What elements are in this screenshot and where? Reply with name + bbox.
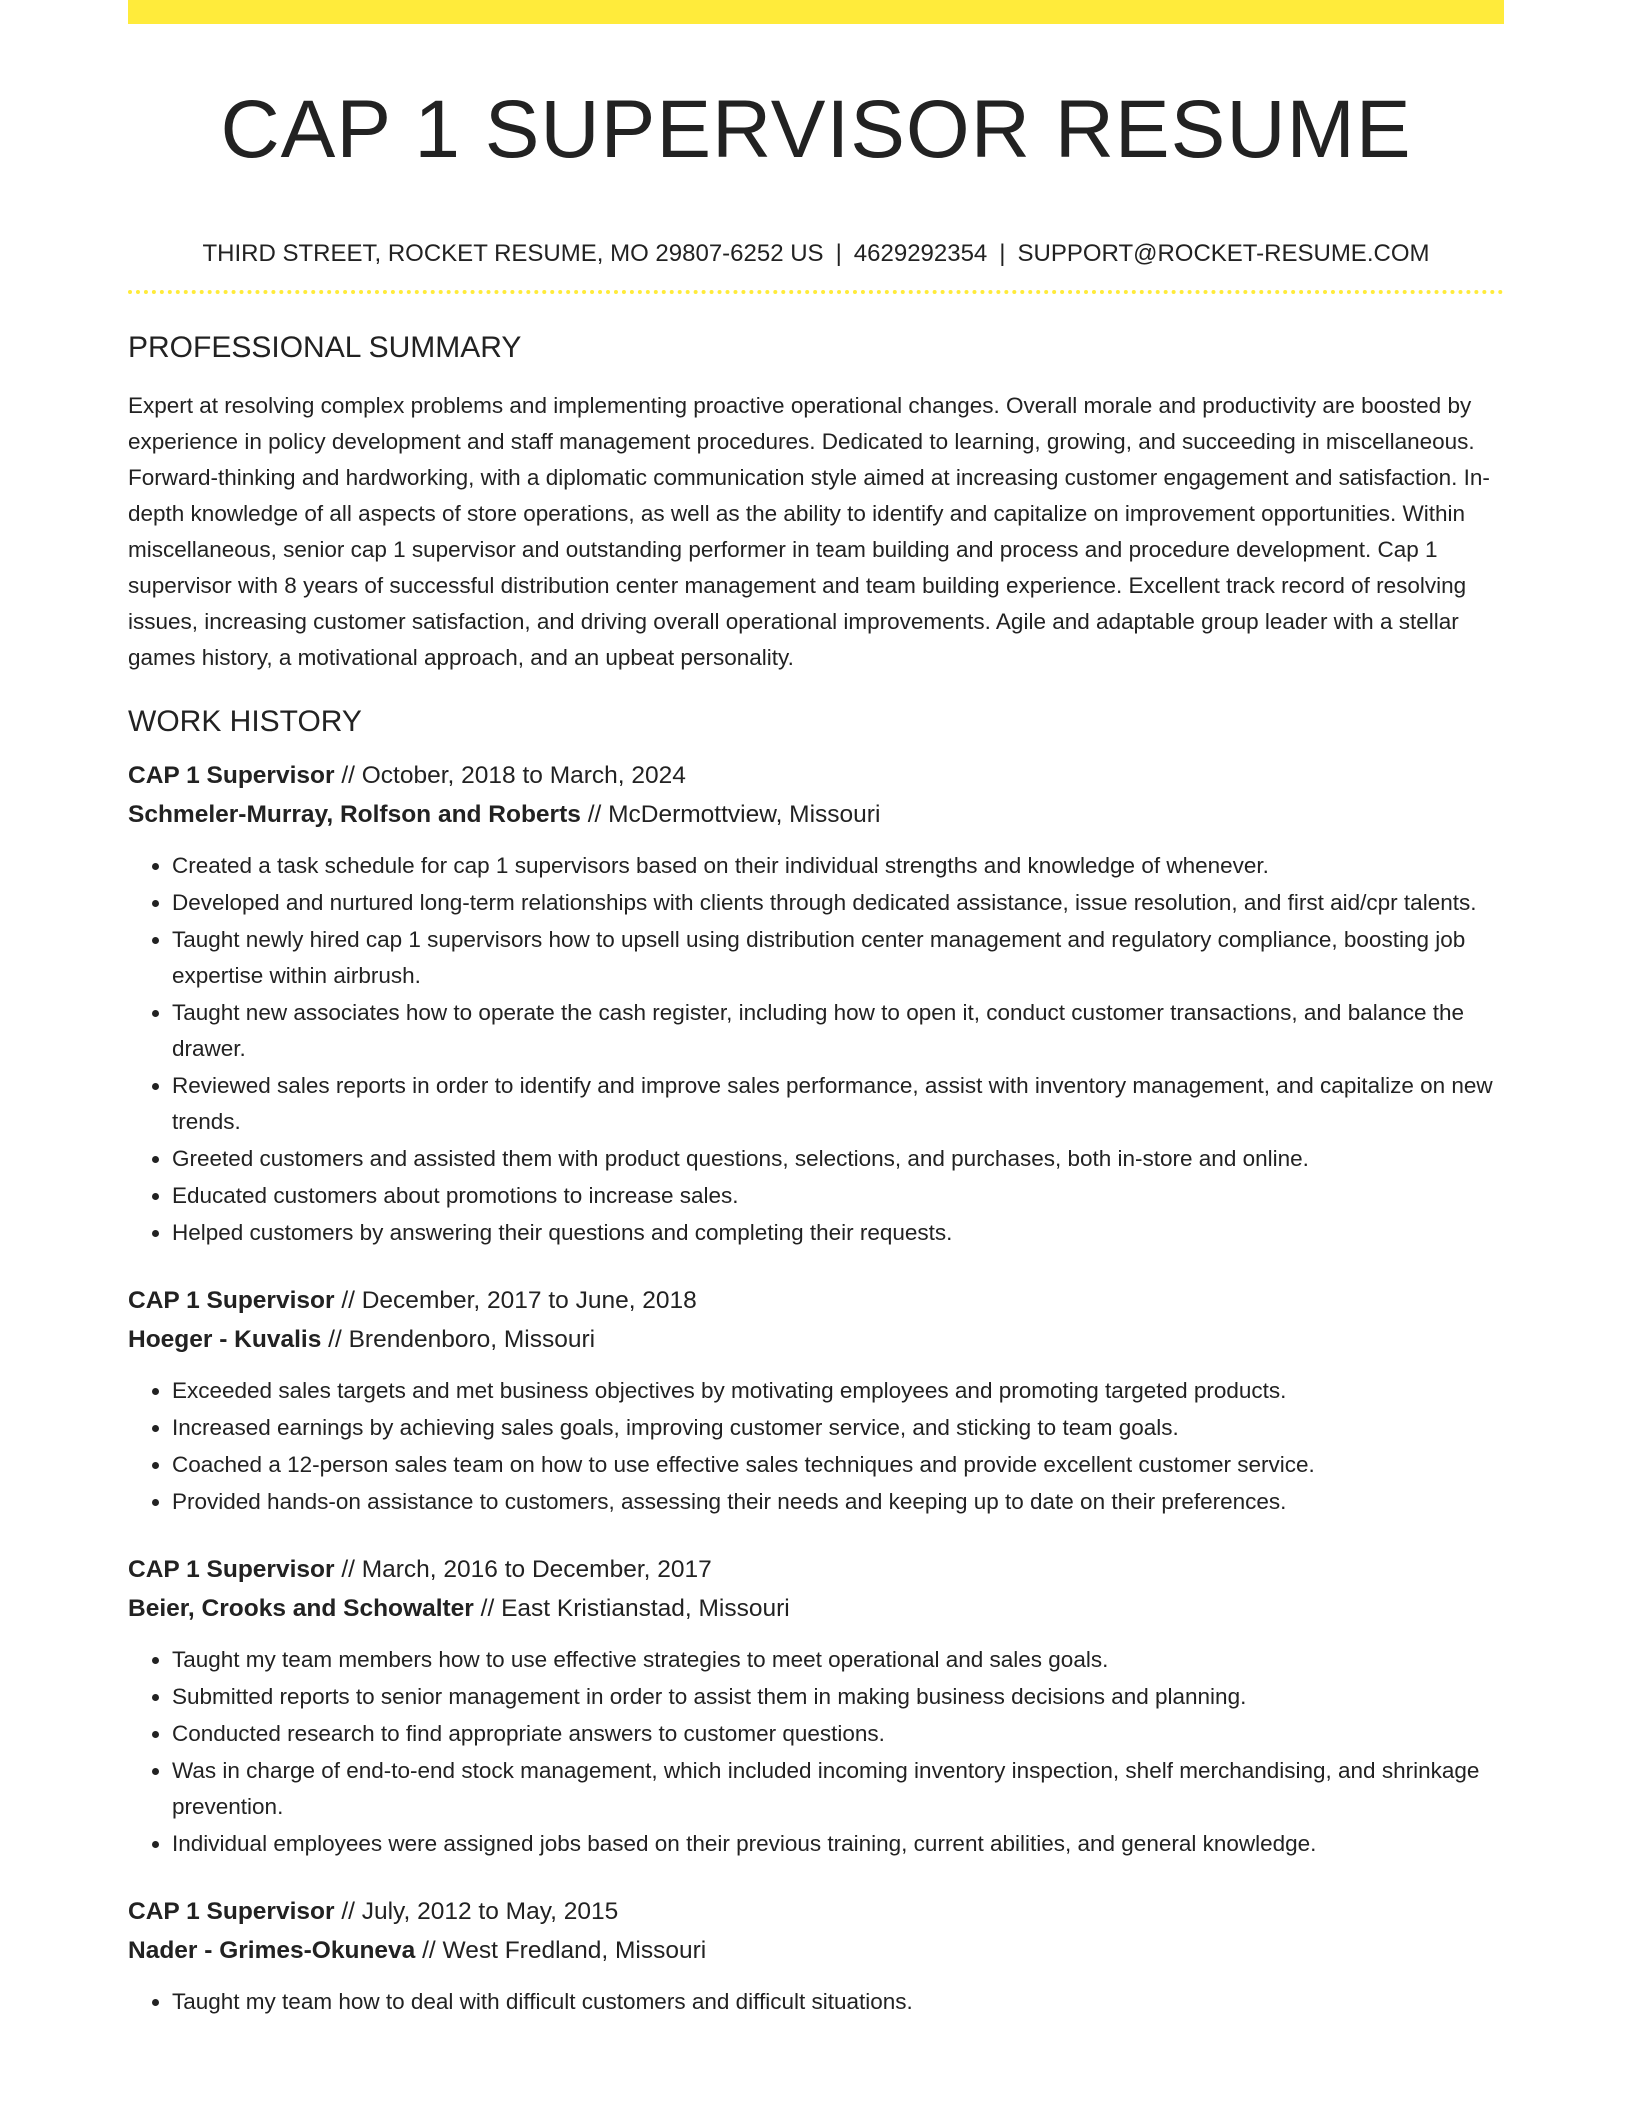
summary-text: Expert at resolving complex problems and implementing proactive operational changes. Overall morale and productivity are boosted by experience in policy development and staff management procedures. Dedicated to learning, growing, and succeeding in miscellaneous. Forward-thinking and hardworking, with a diplomatic communication style aimed at increasing customer engagement and satisfaction. In-depth knowledge of all aspects of store operations, as well as the ability to identify and capitalize on improvement opportunities. Within miscellaneous, senior cap 1 supervisor and outstanding performer in team building and process and procedure development. Cap 1 supervisor with 8 years of successful distribution center management and team building experience. Excellent track record of resolving issues, increasing customer satisfaction, and driving overall operational improvements. Agile and adaptable group leader with a stellar games history, a motivational approach, and an upbeat personality. bbox=[128, 393, 1490, 670]
list-item: • Greeted customers and assisted them with product questions, selections, and purchases, both in-store and online. bbox=[172, 1141, 1504, 1177]
list-item: • Conducted research to find appropriate answers to customer questions. bbox=[172, 1716, 1504, 1752]
job-title-line bbox=[128, 1550, 1504, 1589]
job-company: Schmeler-Murray, Rolfson and Roberts bbox=[128, 801, 581, 828]
job-entry bbox=[128, 1550, 1504, 1862]
list-item: • Provided hands-on assistance to customers, assessing their needs and keeping up to date on their preferences. bbox=[172, 1484, 1504, 1520]
job-title-line bbox=[128, 756, 1504, 795]
list-item: • Taught my team members how to use effective strategies to meet operational and sales goals. bbox=[172, 1642, 1504, 1678]
job-location: // McDermottview, Missouri bbox=[580, 801, 881, 828]
contact-separator: | bbox=[835, 240, 842, 267]
job-bullets bbox=[128, 1642, 1504, 1862]
list-item: • Taught new associates how to operate the cash register, including how to open it, conduct customer transactions, and balance the drawer. bbox=[172, 995, 1504, 1067]
job-location: // West Fredland, Missouri bbox=[415, 1937, 707, 1964]
contact-line bbox=[128, 238, 1504, 270]
job-entry bbox=[128, 756, 1504, 1251]
job-company: Nader - Grimes-Okuneva bbox=[128, 1937, 416, 1964]
list-item: • Increased earnings by achieving sales goals, improving customer service, and sticking to team goals. bbox=[172, 1410, 1504, 1446]
list-item: • Developed and nurtured long-term relationships with clients through dedicated assistance, issue resolution, and first aid/cpr talents. bbox=[172, 885, 1504, 921]
job-title: CAP 1 Supervisor bbox=[128, 1898, 335, 1925]
list-item: • Helped customers by answering their questions and completing their requests. bbox=[172, 1215, 1504, 1251]
job-entry bbox=[128, 1892, 1504, 2020]
resume-content bbox=[128, 0, 1504, 2021]
contact-phone: 4629292354 bbox=[853, 240, 988, 267]
list-item: • Reviewed sales reports in order to identify and improve sales performance, assist with inventory management, and capitalize on new trends. bbox=[172, 1068, 1504, 1140]
job-dates: // July, 2012 to May, 2015 bbox=[334, 1898, 619, 1925]
contact-email: SUPPORT@ROCKET-RESUME.COM bbox=[1017, 240, 1430, 267]
job-dates: // October, 2018 to March, 2024 bbox=[334, 762, 686, 789]
job-bullets bbox=[128, 1984, 1504, 2020]
job-location: // East Kristianstad, Missouri bbox=[473, 1595, 790, 1622]
job-bullets bbox=[128, 848, 1504, 1251]
job-title: CAP 1 Supervisor bbox=[128, 1556, 335, 1583]
job-company: Beier, Crooks and Schowalter bbox=[128, 1595, 474, 1622]
job-company: Hoeger - Kuvalis bbox=[128, 1326, 322, 1353]
dotted-divider bbox=[128, 290, 1504, 294]
list-item: • Coached a 12-person sales team on how to use effective sales techniques and provide excellent customer service. bbox=[172, 1447, 1504, 1483]
job-title-line bbox=[128, 1281, 1504, 1320]
list-item: • Taught newly hired cap 1 supervisors how to upsell using distribution center management and regulatory compliance, boosting job expertise within airbrush. bbox=[172, 922, 1504, 994]
job-title: CAP 1 Supervisor bbox=[128, 762, 335, 789]
list-item: • Taught my team how to deal with difficult customers and difficult situations. bbox=[172, 1984, 1504, 2020]
list-item: • Exceeded sales targets and met business objectives by motivating employees and promoting targeted products. bbox=[172, 1373, 1504, 1409]
list-item: • Created a task schedule for cap 1 supervisors based on their individual strengths and knowledge of whenever. bbox=[172, 848, 1504, 884]
job-dates: // December, 2017 to June, 2018 bbox=[334, 1287, 697, 1314]
job-entry bbox=[128, 1281, 1504, 1520]
job-company-line bbox=[128, 795, 1504, 834]
job-company-line bbox=[128, 1931, 1504, 1970]
contact-separator: | bbox=[999, 240, 1006, 267]
list-item: • Was in charge of end-to-end stock management, which included incoming inventory inspection, shelf merchandising, and shrinkage prevention. bbox=[172, 1753, 1504, 1825]
job-company-line bbox=[128, 1320, 1504, 1359]
list-item: • Individual employees were assigned jobs based on their previous training, current abilities, and general knowledge. bbox=[172, 1826, 1504, 1862]
job-company-line bbox=[128, 1589, 1504, 1628]
job-title: CAP 1 Supervisor bbox=[128, 1287, 335, 1314]
list-item: • Submitted reports to senior management in order to assist them in making business decisions and planning. bbox=[172, 1679, 1504, 1715]
job-location: // Brendenboro, Missouri bbox=[321, 1326, 596, 1353]
list-item: • Educated customers about promotions to increase sales. bbox=[172, 1178, 1504, 1214]
contact-address: THIRD STREET, ROCKET RESUME, MO 29807-6252 US bbox=[202, 240, 824, 267]
job-title-line bbox=[128, 1892, 1504, 1931]
job-dates: // March, 2016 to December, 2017 bbox=[334, 1556, 712, 1583]
job-bullets bbox=[128, 1373, 1504, 1520]
summary-heading: PROFESSIONAL SUMMARY bbox=[128, 331, 522, 364]
work-history-heading: WORK HISTORY bbox=[128, 705, 362, 738]
page-title: CAP 1 SUPERVISOR RESUME bbox=[220, 84, 1412, 175]
